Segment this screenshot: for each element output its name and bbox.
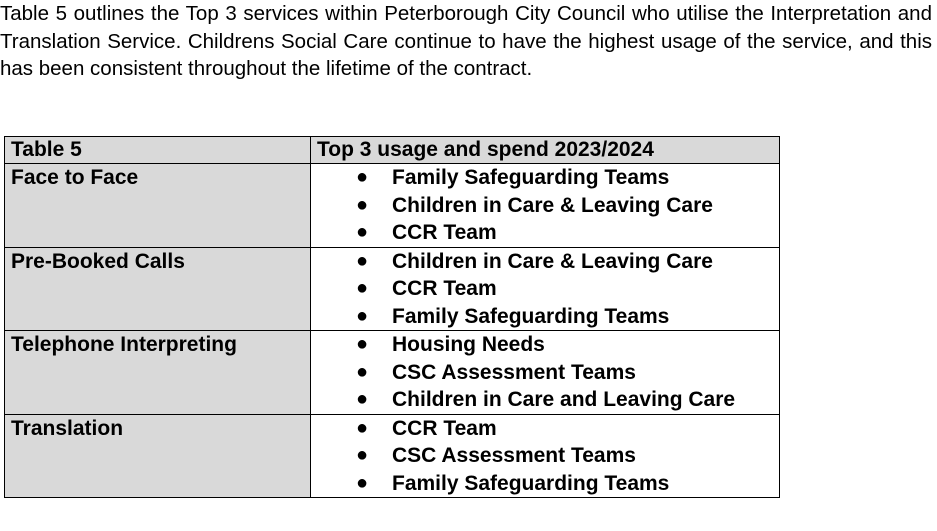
team-name: Family Safeguarding Teams xyxy=(392,471,670,495)
team-name: CCR Team xyxy=(392,277,497,300)
bullet-icon: ● xyxy=(356,333,369,355)
usage-table xyxy=(4,136,780,498)
bullet-icon: ● xyxy=(356,221,369,243)
service-name: Telephone Interpreting xyxy=(5,331,311,415)
team-list-cell xyxy=(311,331,780,415)
team-list xyxy=(311,331,779,414)
intro-paragraph: Table 5 outlines the Top 3 services within Peterborough City Council who utilise the Interpretation and Translation Service. Childrens Social Care continue to have the highest usage of the service, and this has been consistent throughout the lifetime of the contract. xyxy=(0,2,932,80)
list-item xyxy=(311,192,779,220)
list-item xyxy=(311,442,779,470)
list-item xyxy=(311,219,779,247)
service-name: Face to Face xyxy=(5,164,311,248)
team-name: CCR Team xyxy=(392,221,497,244)
team-list xyxy=(311,415,779,498)
usage-column-header: Top 3 usage and spend 2023/2024 xyxy=(311,137,780,164)
list-item xyxy=(311,359,779,387)
list-item xyxy=(311,470,779,498)
service-name: Translation xyxy=(5,414,311,498)
team-name: Housing Needs xyxy=(392,333,545,356)
list-item xyxy=(311,386,779,414)
service-name: Pre-Booked Calls xyxy=(5,247,311,331)
team-list-cell xyxy=(311,414,780,498)
list-item xyxy=(311,415,779,443)
bullet-icon: ● xyxy=(356,444,369,466)
bullet-icon: ● xyxy=(356,304,369,327)
team-list-cell xyxy=(311,247,780,331)
table-row xyxy=(5,331,780,415)
list-item xyxy=(311,303,779,331)
team-name: Children in Care & Leaving Care xyxy=(392,249,713,273)
table-row xyxy=(5,247,780,331)
team-name: Family Safeguarding Teams xyxy=(392,304,670,328)
table-header-row xyxy=(5,137,780,164)
bullet-icon: ● xyxy=(356,360,369,383)
bullet-icon: ● xyxy=(356,193,369,216)
bullet-icon: ● xyxy=(356,277,369,299)
team-name: Children in Care & Leaving Care xyxy=(392,193,713,217)
bullet-icon: ● xyxy=(356,249,369,272)
table-caption-cell: Table 5 xyxy=(5,137,311,164)
team-name: CCR Team xyxy=(392,416,497,440)
table-row xyxy=(5,414,780,498)
team-list-cell xyxy=(311,164,780,248)
bullet-icon: ● xyxy=(356,416,369,439)
team-name: CSC Assessment Teams xyxy=(392,444,636,467)
team-name: Family Safeguarding Teams xyxy=(392,166,670,189)
list-item xyxy=(311,331,779,359)
bullet-icon: ● xyxy=(356,471,369,494)
list-item xyxy=(311,275,779,303)
team-name: Children in Care and Leaving Care xyxy=(392,388,736,411)
team-name: CSC Assessment Teams xyxy=(392,360,636,384)
team-list xyxy=(311,164,779,247)
list-item xyxy=(311,248,779,276)
team-list xyxy=(311,248,779,331)
bullet-icon: ● xyxy=(356,166,369,188)
bullet-icon: ● xyxy=(356,388,369,410)
table-row xyxy=(5,164,780,248)
list-item xyxy=(311,164,779,192)
